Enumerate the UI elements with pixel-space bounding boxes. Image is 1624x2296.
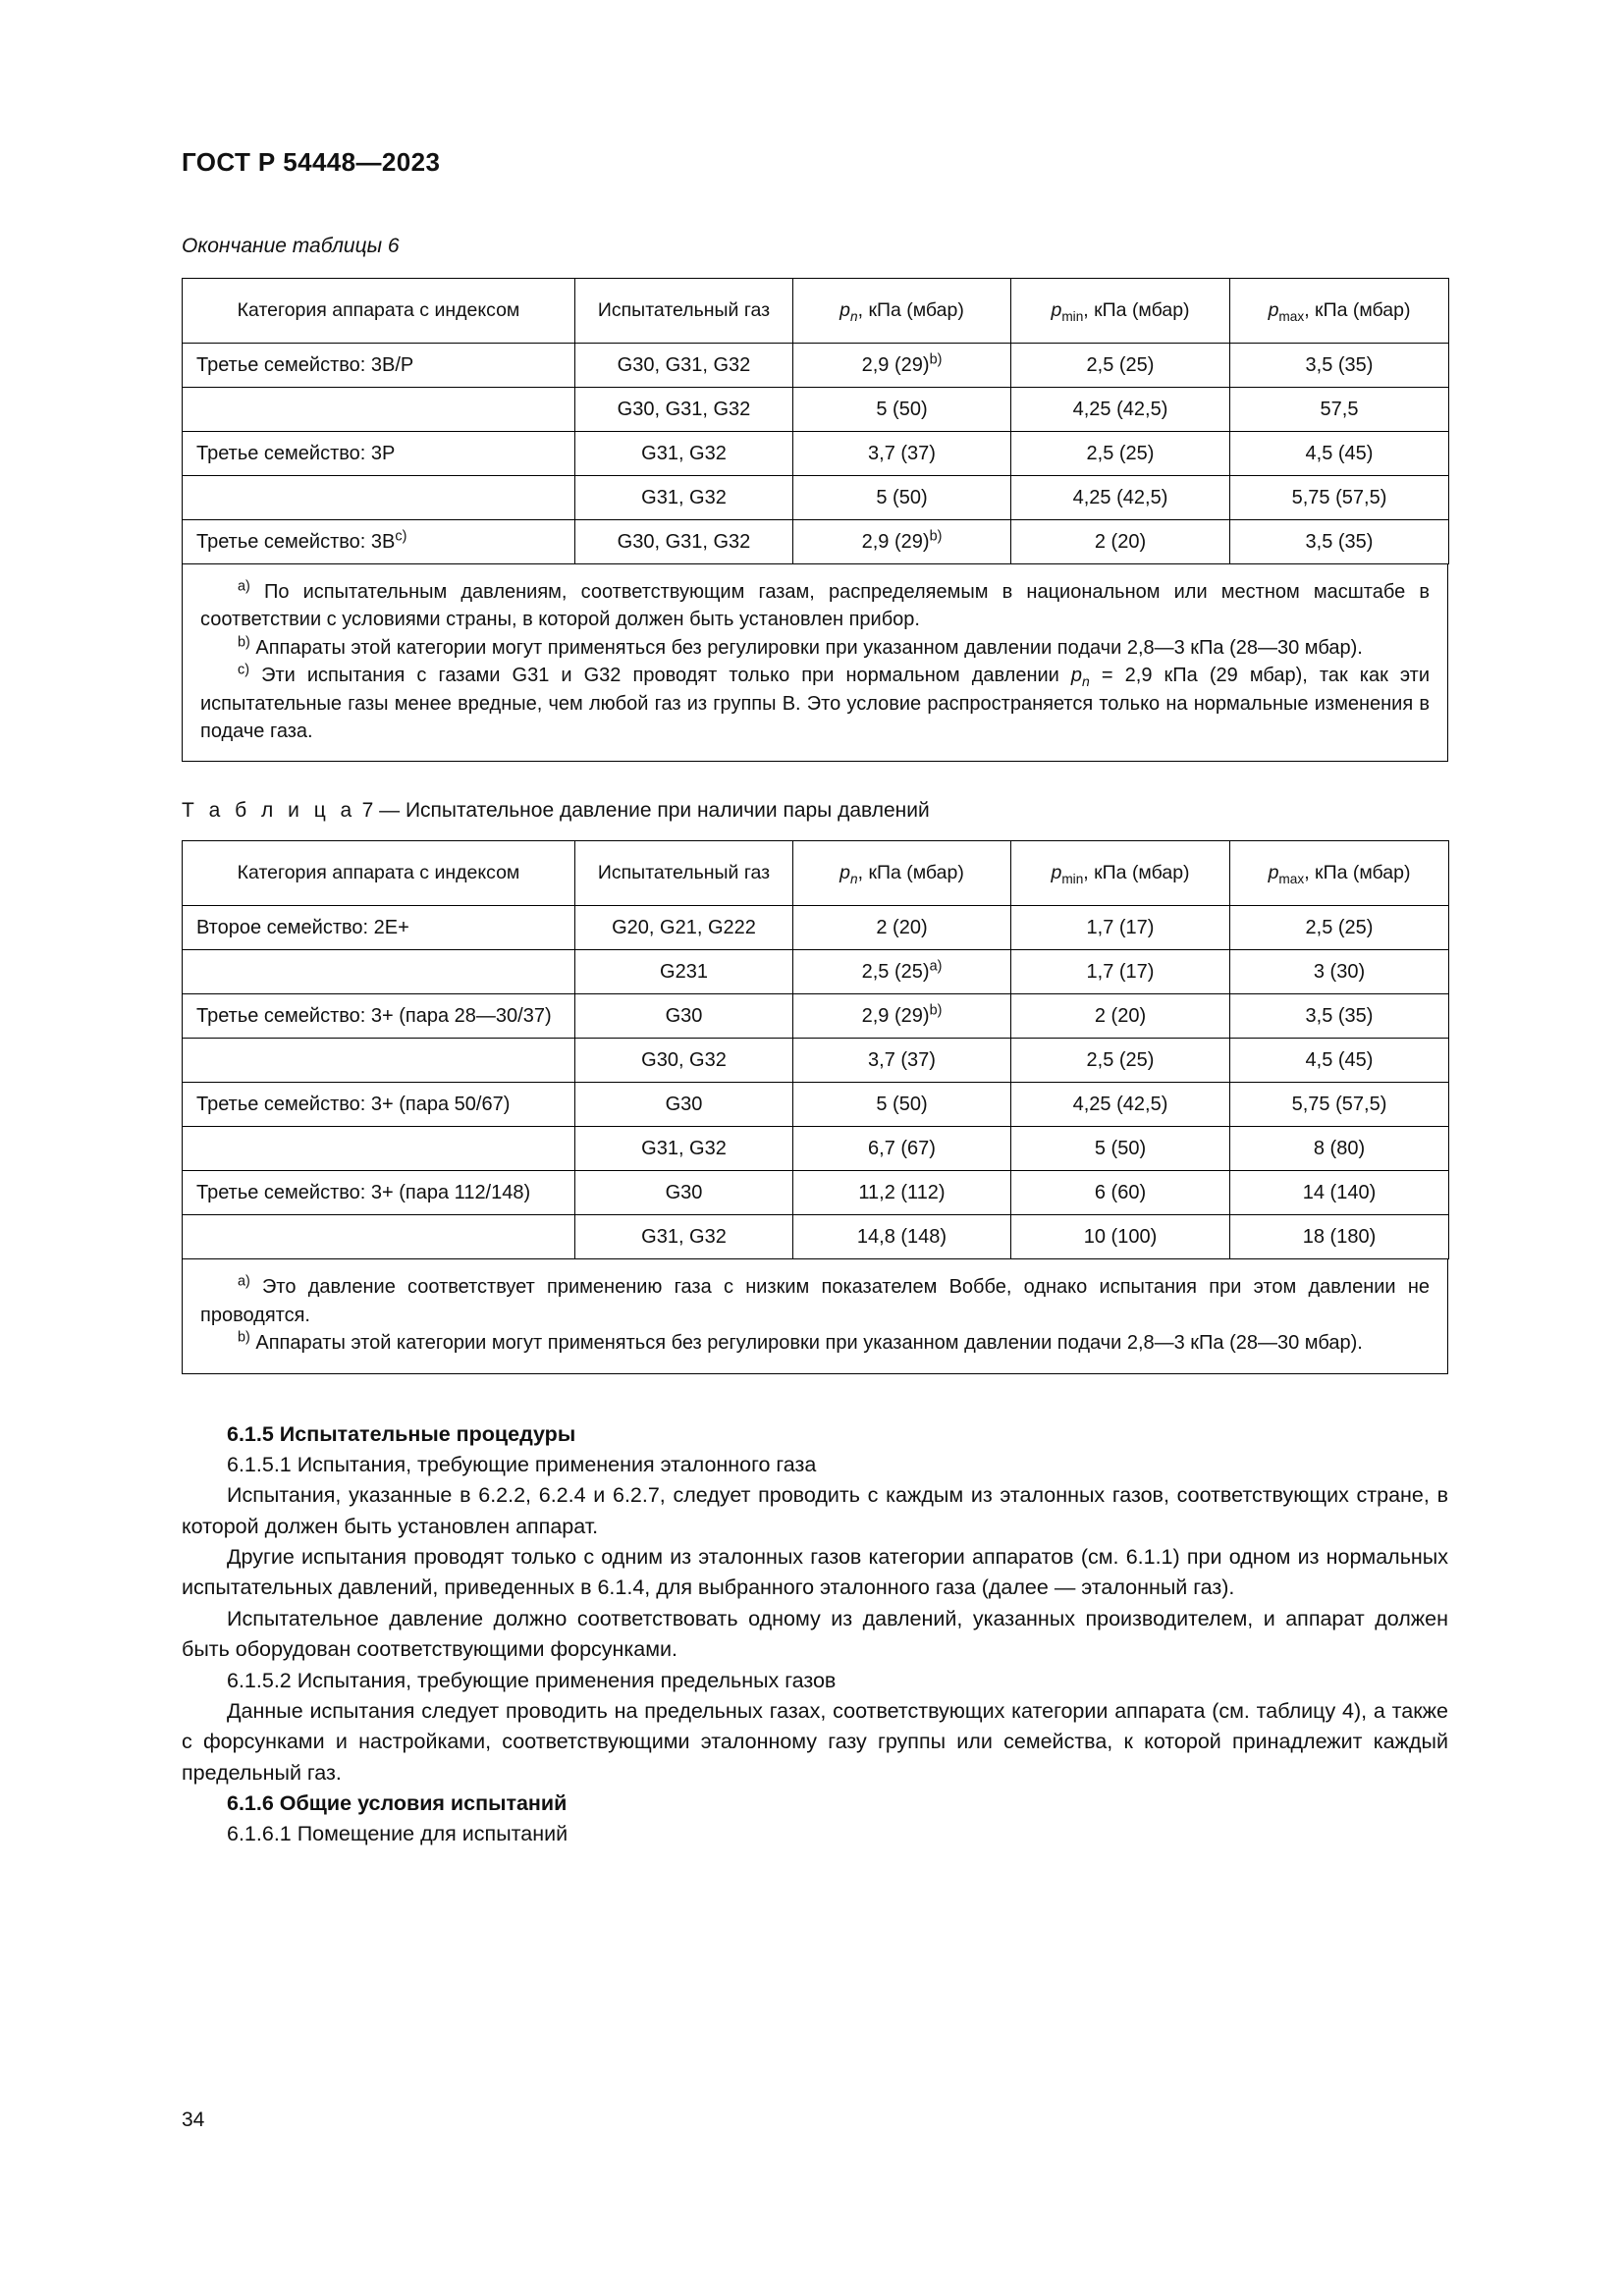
heading-6-1-6: 6.1.6 Общие условия испытаний — [227, 1791, 568, 1816]
table6-cell-pmin: 2,5 (25) — [1011, 432, 1230, 476]
table7-cell-pmin: 6 (60) — [1011, 1171, 1230, 1215]
body-text — [182, 1419, 1448, 1850]
table7-cell-pmax: 3,5 (35) — [1230, 994, 1449, 1039]
table7-caption-text: — Испытательное давление при наличии пары давлений — [379, 799, 930, 823]
table-row — [183, 520, 1449, 564]
table7-cell-pn: 5 (50) — [793, 1083, 1011, 1127]
table7-cell-category — [183, 1127, 575, 1171]
table7-cell-pmin: 4,25 (42,5) — [1011, 1083, 1230, 1127]
table7-cell-pmax: 8 (80) — [1230, 1127, 1449, 1171]
table7-cell-pn: 2,9 $(29)^{b)}$ — [793, 994, 1011, 1039]
table6-cell-gas: G30, G31, G32 — [575, 344, 793, 388]
table6-cell-gas: G30, G31, G32 — [575, 388, 793, 432]
para-6-1-5-1-title: 6.1.5.1 Испытания, требующие применения эталонного газа — [227, 1452, 817, 1476]
table7-header-row — [183, 841, 1449, 906]
table-row — [183, 950, 1449, 994]
table-row — [183, 994, 1449, 1039]
table6-cell-pmax: 57,5 — [1230, 388, 1449, 432]
table6-cell-pmax: 3,5 (35) — [1230, 344, 1449, 388]
table7-cell-gas: G31, G32 — [575, 1215, 793, 1259]
heading-6-1-5: 6.1.5 Испытательные процедуры — [227, 1421, 576, 1446]
table-row — [183, 388, 1449, 432]
table6-col-pn: $p_n$, кПа (мбар) — [793, 279, 1011, 344]
table6-cell-gas: G31, G32 — [575, 476, 793, 520]
table7-cell-pmin: 1,7 (17) — [1011, 906, 1230, 950]
table7-footnote-a: $^{a)}$ Это давление соответствует применению газа с низким показателем Воббе, однако испытания при этом давлении не проводятся. — [200, 1273, 1430, 1326]
table6-cell-pmin: 4,25 (42,5) — [1011, 388, 1230, 432]
table7-col-gas: Испытательный газ — [575, 841, 793, 906]
page-content — [182, 147, 1448, 1850]
table-row — [183, 1039, 1449, 1083]
table7-cell-pmin: 5 (50) — [1011, 1127, 1230, 1171]
table7-cell-pmin: 2 (20) — [1011, 994, 1230, 1039]
document-header: ГОСТ Р 54448—2023 — [182, 147, 441, 177]
table7-cell-pn: 3,7 (37) — [793, 1039, 1011, 1083]
table7-cell-category: Третье семейство: 3+ (пара 28—30/37) — [183, 994, 575, 1039]
table6-cell-pn: 5 (50) — [793, 476, 1011, 520]
table7-col-category: Категория аппарата с индексом — [183, 841, 575, 906]
table7-cell-pmax: 4,5 (45) — [1230, 1039, 1449, 1083]
table-7 — [182, 840, 1449, 1259]
table7-cell-gas: G30, G32 — [575, 1039, 793, 1083]
table6-header-row — [183, 279, 1449, 344]
table7-cell-pmax: 3 (30) — [1230, 950, 1449, 994]
table6-col-pmax: $p_{max}$, кПа (мбар) — [1230, 279, 1449, 344]
para-4: Данные испытания следует проводить на предельных газах, соответствующих категории аппарата (см. таблицу 4), а также с форсунками и настройками, соответствующими эталонному газу группы или семейства, к которой принадлежит каждый предельный газ. — [182, 1698, 1448, 1785]
table7-cell-category: Второе семейство: 2E+ — [183, 906, 575, 950]
table6-cell-category: Третье семейство: 3P — [183, 432, 575, 476]
table7-col-pmax: $p_{max}$, кПа (мбар) — [1230, 841, 1449, 906]
table6-cell-pmin: 4,25 (42,5) — [1011, 476, 1230, 520]
table7-cell-gas: G30 — [575, 1171, 793, 1215]
table7-caption — [182, 799, 1448, 823]
table7-cell-gas: G30 — [575, 994, 793, 1039]
table6-cell-category: Третье семейство: 3B/P — [183, 344, 575, 388]
table6-cell-pmax: 4,5 (45) — [1230, 432, 1449, 476]
table7-cell-category — [183, 1039, 575, 1083]
table7-cell-pn: 2,5 $(25)^{a)}$ — [793, 950, 1011, 994]
table-row — [183, 476, 1449, 520]
table7-cell-category — [183, 950, 575, 994]
table6-cell-pmax: 3,5 (35) — [1230, 520, 1449, 564]
para-2: Другие испытания проводят только с одним из эталонных газов категории аппаратов (см. 6.1.1) при одном из нормальных испытательных давлений, приведенных в 6.1.4, для выбранного эталонного газа (далее — эталонный газ). — [182, 1545, 1448, 1600]
table6-cell-category: Третье семейство: $3B^{c)}$ — [183, 520, 575, 564]
table6-cell-pmin: 2,5 (25) — [1011, 344, 1230, 388]
table7-cell-gas: G20, G21, G222 — [575, 906, 793, 950]
table7-col-pn: $p_n$, кПа (мбар) — [793, 841, 1011, 906]
table6-col-gas: Испытательный газ — [575, 279, 793, 344]
table7-cell-pmax: 14 (140) — [1230, 1171, 1449, 1215]
table7-cell-pmin: 1,7 (17) — [1011, 950, 1230, 994]
table7-cell-pmax: 5,75 (57,5) — [1230, 1083, 1449, 1127]
table7-cell-pmax: 2,5 (25) — [1230, 906, 1449, 950]
table7-cell-pn: 2 (20) — [793, 906, 1011, 950]
table-row — [183, 1083, 1449, 1127]
table7-footnote-b: $^{b)}$ Аппараты этой категории могут применяться без регулировки при указанном давлении подачи 2,8—3 кПа (28—30 мбар). — [238, 1329, 1363, 1355]
table6-cell-gas: G30, G31, G32 — [575, 520, 793, 564]
table6-cell-pn: 2,9 $(29)^{b)}$ — [793, 344, 1011, 388]
table6-cell-category — [183, 388, 575, 432]
table7-caption-label: Т а б л и ц а — [182, 799, 356, 823]
table7-footnotes — [182, 1259, 1448, 1373]
table6-cell-pn: 5 (50) — [793, 388, 1011, 432]
para-6-1-5-2-title: 6.1.5.2 Испытания, требующие применения предельных газов — [227, 1668, 837, 1692]
table6-caption: Окончание таблицы 6 — [182, 235, 400, 257]
table7-cell-pn: 6,7 (67) — [793, 1127, 1011, 1171]
table-row — [183, 344, 1449, 388]
table6-footnotes — [182, 564, 1448, 762]
para-6-1-6-1-title: 6.1.6.1 Помещение для испытаний — [227, 1822, 568, 1846]
table7-cell-pmax: 18 (180) — [1230, 1215, 1449, 1259]
table-row — [183, 1127, 1449, 1171]
table-6 — [182, 278, 1449, 564]
table7-cell-gas: G30 — [575, 1083, 793, 1127]
table6-cell-pn: 3,7 (37) — [793, 432, 1011, 476]
table7-cell-category: Третье семейство: 3+ (пара 112/148) — [183, 1171, 575, 1215]
table7-cell-pmin: 2,5 (25) — [1011, 1039, 1230, 1083]
table6-col-category: Категория аппарата с индексом — [183, 279, 575, 344]
table6-footnote-a: $^{a)}$ По испытательным давлениям, соответствующим газам, распределяемым в национальном или местном масштабе в соответствии с условиями страны, в которой должен быть установлен прибор. — [200, 578, 1430, 631]
table7-cell-gas: G31, G32 — [575, 1127, 793, 1171]
table6-footnote-b: $^{b)}$ Аппараты этой категории могут применяться без регулировки при указанном давлении подачи 2,8—3 кПа (28—30 мбар). — [238, 634, 1363, 659]
table-row — [183, 1215, 1449, 1259]
table6-cell-pn: 2,9 $(29)^{b)}$ — [793, 520, 1011, 564]
table7-cell-category: Третье семейство: 3+ (пара 50/67) — [183, 1083, 575, 1127]
table6-cell-gas: G31, G32 — [575, 432, 793, 476]
table7-cell-pn: 14,8 (148) — [793, 1215, 1011, 1259]
table-row — [183, 1171, 1449, 1215]
table6-cell-category — [183, 476, 575, 520]
table6-cell-pmin: 2 (20) — [1011, 520, 1230, 564]
para-1: Испытания, указанные в 6.2.2, 6.2.4 и 6.2.7, следует проводить с каждым из эталонных газов, соответствующих стране, в которой должен быть установлен аппарат. — [182, 1483, 1448, 1538]
table7-cell-pmin: 10 (100) — [1011, 1215, 1230, 1259]
page-number: 34 — [182, 2109, 205, 2131]
table7-cell-gas: G231 — [575, 950, 793, 994]
table-row — [183, 432, 1449, 476]
table6-footnote-c: $^{c)}$ Эти испытания с газами G31 и G32 проводят только при нормальном давлении $p_n = 2,9$ кПа (29 мбар), так как эти испытательные газы менее вредные, чем любой газ из группы B. Это условие распространяется только на нормальные изменения в подаче газа. — [200, 662, 1430, 742]
table7-col-pmin: $p_{min}$, кПа (мбар) — [1011, 841, 1230, 906]
table7-caption-number: 7 — [361, 799, 374, 823]
table7-cell-pn: 11,2 (112) — [793, 1171, 1011, 1215]
table-row — [183, 906, 1449, 950]
para-3: Испытательное давление должно соответствовать одному из давлений, указанных производителем, и аппарат должен быть оборудован соответствующими форсунками. — [182, 1606, 1448, 1662]
table6-col-pmin: $p_{min}$, кПа (мбар) — [1011, 279, 1230, 344]
table7-cell-category — [183, 1215, 575, 1259]
table6-cell-pmax: 5,75 (57,5) — [1230, 476, 1449, 520]
